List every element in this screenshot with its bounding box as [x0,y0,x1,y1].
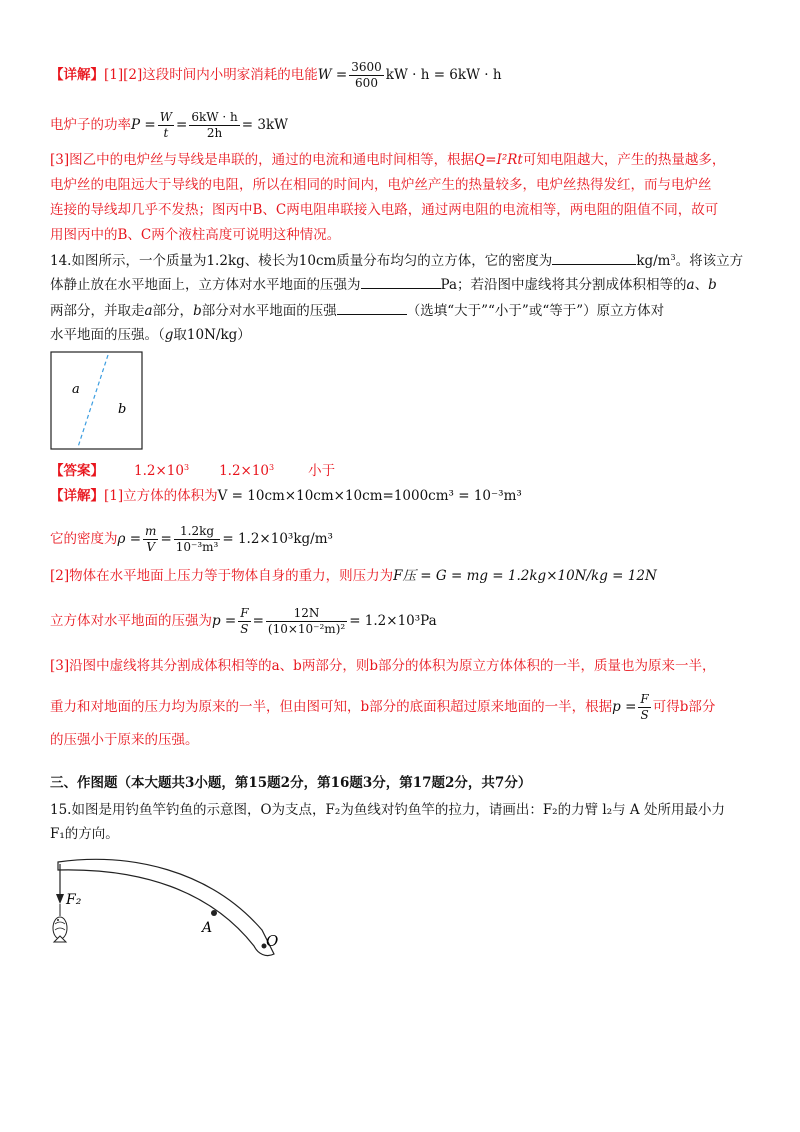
point-a [211,910,217,916]
fishing-rod-figure [40,850,300,960]
fraction: $\frac{W}{t}$ [159,110,173,140]
answer-label: 【答案】 [50,463,104,479]
fraction: $\frac{6kW \cdot h}{2h}$ [191,110,238,140]
q15-line2: F₁的方向。 [50,826,119,842]
q14-line3: 两部分，并取走a部分，b部分对水平地面的压强 （选填“大于”“小于”或“等于”）原立方体对 [50,300,664,321]
answer-blank-3[interactable] [337,300,407,315]
f2-label: F₂ [66,892,82,908]
rod-shape [58,859,274,955]
q14-line4: 水平地面的压强。（g取10N/kg） [50,327,251,343]
section3-heading: 三、作图题（本大题共3小题，第15题2分，第16题3分，第17题2分，共7分） [50,775,532,791]
fish-icon [53,904,67,942]
cube-figure [50,351,144,451]
exp14-s5-line2: 重力和对地面的压力均为原来的一半，但由图可知，b部分的底面积超过原来地面的一半，根据p = $\frac{F}{S}$ 可得b部分 [50,692,716,722]
exp13-p3-line1: [3]图乙中的电炉丝与导线是串联的，通过的电流和通电时间相等，根据Q=I²Rt可知电阻越大，产生的热量越多， [50,152,726,168]
f2-arrow-icon [56,894,64,904]
o-label: O [266,932,279,950]
fraction: $\frac{12N}{\text{(10×10⁻²m)²}}$ [267,606,346,636]
exp14-s5-line1: [3]沿图中虚线将其分割成体积相等的a、b两部分，则b部分的体积为原立方体体积的一半，质量也为原来一半， [50,658,716,674]
fig-label-b: b [118,402,127,417]
answer-blank-2[interactable] [361,274,441,289]
a-label: A [202,920,213,936]
exp14-s2: 它的密度为ρ = $\frac{m}{V}$ = $\frac{1.2kg}{\text{10⁻³m³}}$ = 1.2×10³kg/m³ [50,524,333,554]
fraction: $\frac{F}{S}$ [640,692,649,722]
exp13-p3-line2: 电炉丝的电阻远大于导线的电阻，所以在相同的时间内，电炉丝产生的热量较多，电炉丝热得发红，而与电炉丝 [50,177,712,193]
exp13-p3-line3: 连接的导线却几乎不发热；图丙中B、C两电阻串联接入电路，通过两电阻的电流相等，两电阻的阻值不同，故可 [50,202,719,218]
detail-label: 【详解】 [50,488,104,504]
exp14-s4: 立方体对水平地面的压强为p = $\frac{F}{S}$ = $\frac{12N}{\text{(10×10⁻²m)²}}$ = 1.2×10³Pa [50,606,437,636]
answer-blank-1[interactable] [552,250,636,265]
fraction: $\frac{1.2kg}{\text{10⁻³m³}}$ [175,524,219,554]
cube-outline [51,352,142,449]
fraction: $\frac{F}{S}$ [240,606,249,636]
exp13-p3-line4: 用图丙中的B、C两个液柱高度可说明这种情况。 [50,227,341,243]
exp14-s3: [2]物体在水平地面上压力等于物体自身的重力，则压力为F压 = G = mg = 1.2kg×10N/kg = 12N [50,568,657,584]
exp14-s1: 【详解】[1]立方体的体积为V = 10cm×10cm×10cm=1000cm³ = 10⁻³m³ [50,488,522,504]
q14-line1: 14.如图所示，一个质量为1.2kg、棱长为10cm质量分布均匀的立方体，它的密度为 $kg/m^3$。将该立方 [50,248,743,271]
exp14-s5-line3: 的压强小于原来的压强。 [50,732,199,748]
fig-label-a: a [72,382,80,397]
exp13-line2: 电炉子的功率P = $\frac{W}{t}$ = $\frac{6kW \cdot h}{2h}$ = 3kW [50,110,289,140]
q14-line2: 体静止放在水平地面上，立方体对水平地面的压强为 Pa；若沿图中虚线将其分割成体积相等的a、b [50,274,717,295]
q14-answer: 【答案】 $1.2\times 10^3$ $1.2\times 10^3$ 小于 [50,463,336,479]
cut-line [78,355,108,447]
fraction: $\frac{m}{V}$ [145,524,157,554]
q15-line1: 15.如图是用钓鱼竿钓鱼的示意图，O为支点，F₂为鱼线对钓鱼竿的拉力，请画出：F₂的力臂 l₂与 A 处所用最小力 [50,802,725,818]
exp13-line1: 【详解】[1][2]这段时间内小明家消耗的电能W = $\frac{3600}{600}$ kW · h = 6kW · h [50,60,502,90]
fraction: $\frac{3600}{600}$ [351,60,382,90]
detail-label: 【详解】 [50,67,104,83]
